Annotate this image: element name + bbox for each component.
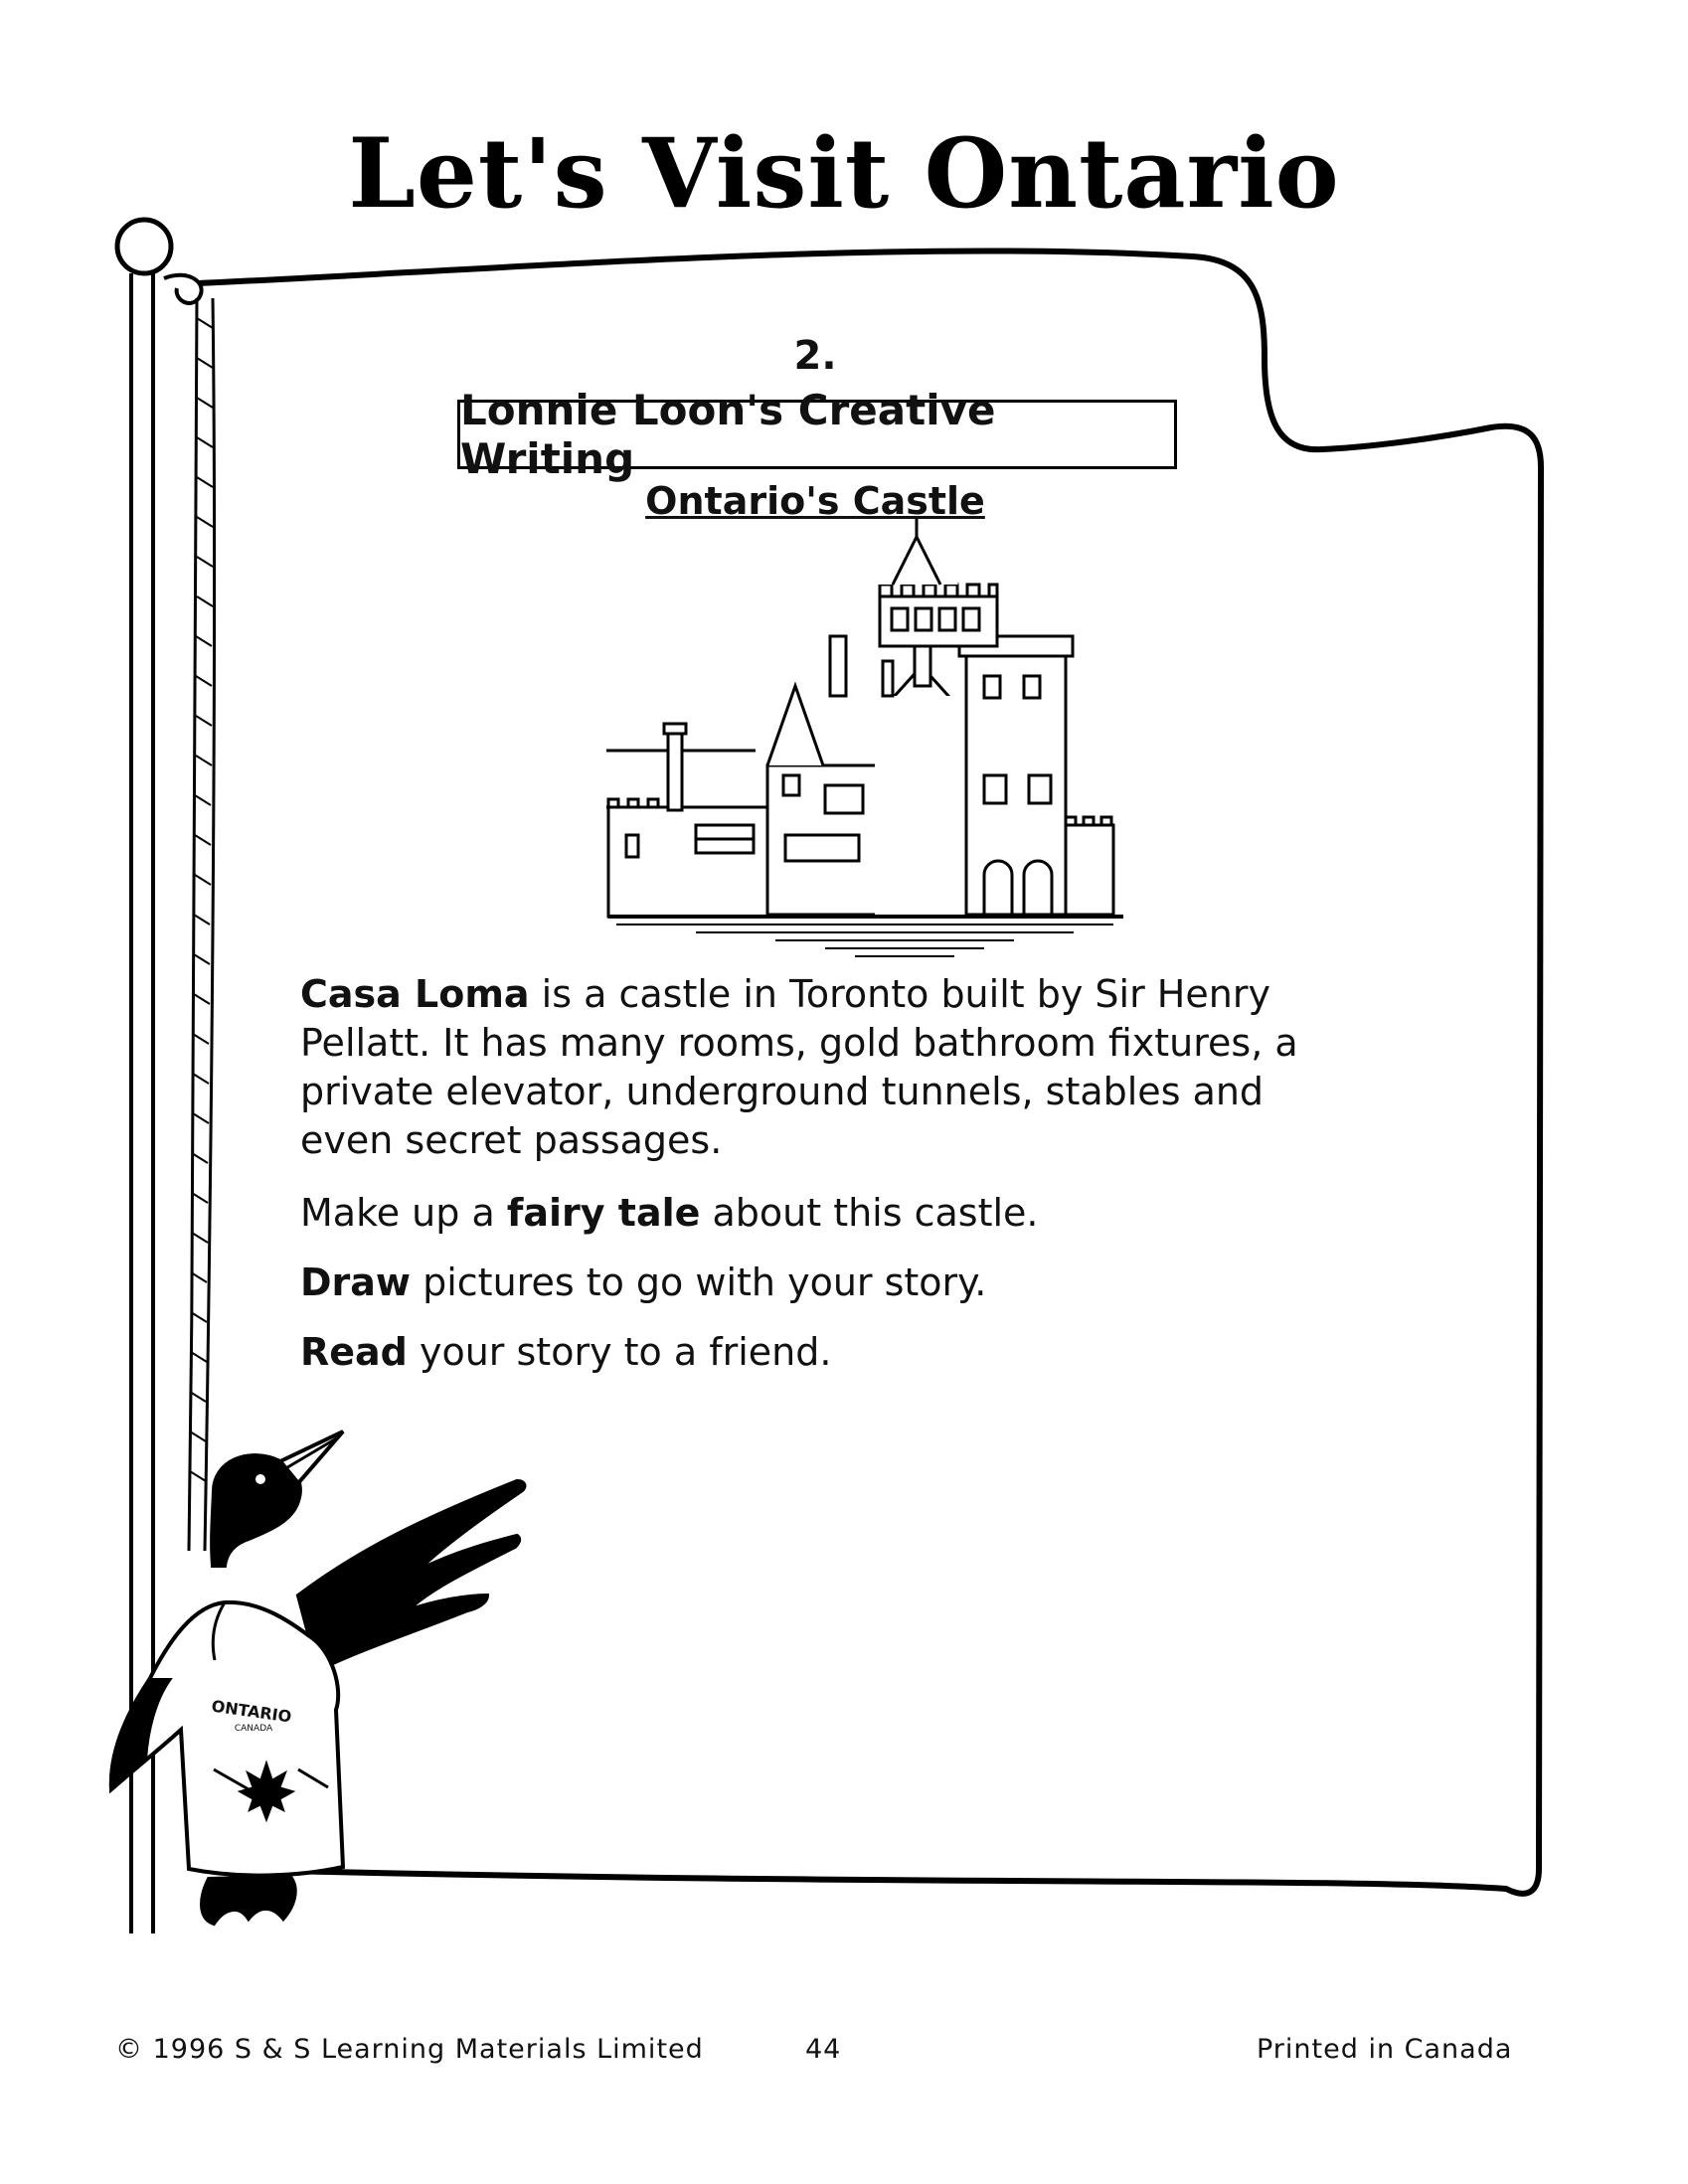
paragraph-fairy-tale [300,1189,1394,1238]
paragraph-read [300,1328,1394,1377]
text-run: Make up a [300,1191,507,1235]
bold-term: Read [300,1330,408,1374]
activity-number: 2. [793,333,837,379]
page-title: Let's Visit Ontario [348,117,1340,230]
paragraph-draw [300,1259,1394,1307]
bold-term: fairy tale [506,1191,701,1235]
lonnie-loon-mascot-illustration [111,1431,525,1924]
paragraph-line: Pellatt. It has many rooms, gold bathroom fixtures, a [300,1021,1298,1065]
text-run: your story to a friend. [407,1330,832,1374]
loon-shirt-text: ONTARIO [210,1696,293,1727]
paragraph-line: even secret passages. [300,1118,723,1162]
bold-term: Draw [300,1260,412,1304]
footer-page-number: 44 [805,2034,842,2065]
flag-rope [189,298,215,1551]
text-run: pictures to go with your story. [411,1260,987,1304]
subheading: Ontario's Castle [645,479,985,523]
bold-term: Casa Loma [300,972,530,1016]
loon-shirt-subtext: CANADA [234,1724,273,1734]
footer-copyright: © 1996 S & S Learning Materials Limited [115,2034,704,2065]
paragraph-line: private elevator, underground tunnels, stables and [300,1070,1265,1113]
footer-printed: Printed in Canada [1257,2034,1513,2065]
casa-loma-castle-illustration [606,517,1123,956]
text-run: about this castle. [700,1191,1039,1235]
paragraph-line [300,970,1394,1019]
text-run: is a castle in Toronto built by Sir Henry [529,972,1270,1016]
paragraph-casa-loma [300,970,1394,1165]
activity-heading-box [457,386,1177,483]
activity-heading: Lonnie Loon's Creative Writing [460,386,996,483]
